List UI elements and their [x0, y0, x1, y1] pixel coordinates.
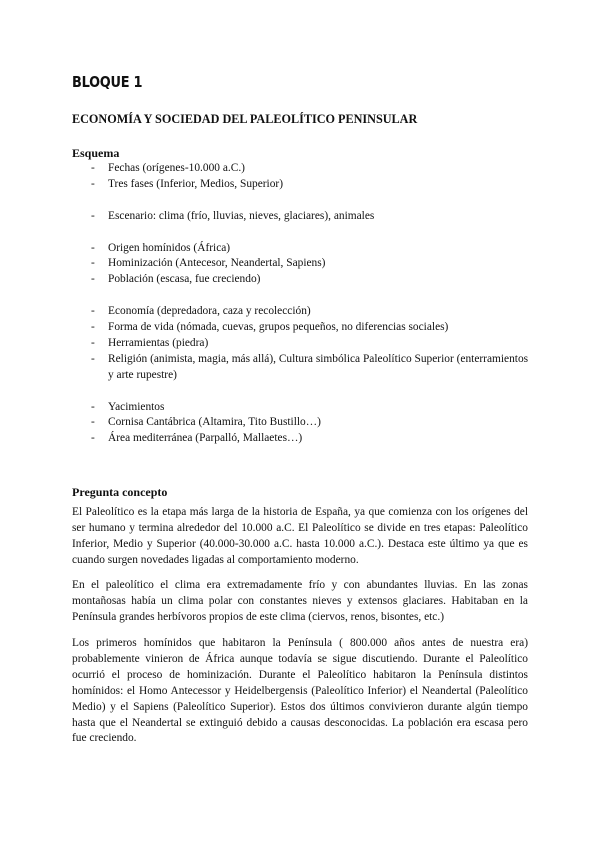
bullet-dash: - — [91, 162, 95, 174]
document-subtitle: ECONOMÍA Y SOCIEDAD DEL PALEOLÍTICO PENINSULAR — [72, 112, 418, 126]
outline-item — [72, 352, 532, 384]
outline-item-text: Tres fases (Inferior, Medios, Superior) — [108, 177, 284, 190]
outline-item — [72, 241, 532, 257]
outline-item-text: Religión (animista, magia, más allá), Cultura simbólica Paleolítico Superior (enterramientos y arte rupestre) — [108, 352, 529, 381]
paragraph-hominids: Los primeros homínidos que habitaron la Península ( 800.000 años antes de nuestra era) probablemente vinieron de África aunque todavía se sigue discutiendo. Durante el Paleolítico ocurrió el proceso de hominización. Durante el Paleolítico habitaron la Península distintos homínidos: el Homo Antecessor y Heidelbergensis (Paleolítico Inferior) el Neandertal (Paleolítico Medio) y el Sapiens (Paleolítico Superior). Estos dos últimos convivieron durante algún tiempo hasta que el Neandertal se extinguió debido a causas desconocidas. La población era escasa pero fue creciendo. — [72, 637, 528, 745]
outline-item — [72, 272, 532, 288]
outline-item — [72, 256, 532, 272]
bullet-dash: - — [91, 177, 95, 190]
block-title: BLOQUE 1 — [72, 73, 143, 91]
bullet-dash: - — [91, 416, 95, 429]
bullet-dash: - — [91, 432, 95, 445]
bullet-dash: - — [91, 336, 95, 349]
outline-list — [72, 161, 532, 447]
outline-item — [72, 400, 532, 416]
bullet-dash: - — [91, 241, 95, 254]
outline-item — [72, 431, 532, 447]
outline-item-text: Fechas (orígenes-10.000 a.C.) — [108, 162, 245, 174]
bullet-dash: - — [91, 352, 95, 365]
outline-spacer — [72, 288, 532, 304]
concept-heading: Pregunta concepto — [72, 485, 168, 499]
outline-item-text: Forma de vida (nómada, cuevas, grupos pequeños, no diferencias sociales) — [108, 321, 449, 334]
outline-item-text: Área mediterránea (Parpalló, Mallaetes…) — [108, 432, 303, 445]
outline-item — [72, 336, 532, 352]
outline-spacer — [72, 225, 532, 241]
outline-heading: Esquema — [72, 146, 120, 160]
outline-item-text: Economía (depredadora, caza y recolección) — [108, 305, 311, 318]
bullet-dash: - — [91, 321, 95, 334]
paragraph-intro: El Paleolítico es la etapa más larga de la historia de España, ya que comienza con los orígenes del ser humano y termina alrededor del 10.000 a.C. El Paleolítico se divide en tres etapas: Paleolítico Inferior, Medio y Superior (40.000-30.000 a.C. hasta 10.000 a.C.). Destaca este último ya que es cuando surgen novedades ligadas al comportamiento moderno. — [72, 506, 528, 566]
outline-spacer — [72, 193, 532, 209]
outline-item-text: Cornisa Cantábrica (Altamira, Tito Bustillo…) — [108, 416, 321, 429]
outline-item — [72, 415, 532, 431]
outline-item — [72, 177, 532, 193]
outline-item-text: Hominización (Antecesor, Neandertal, Sapiens) — [108, 257, 326, 270]
outline-item-text: Herramientas (piedra) — [108, 336, 209, 349]
bullet-dash: - — [91, 273, 95, 286]
outline-item-text: Población (escasa, fue creciendo) — [108, 273, 261, 286]
outline-item — [72, 161, 532, 177]
outline-item — [72, 320, 532, 336]
outline-item — [72, 209, 532, 225]
bullet-dash: - — [91, 305, 95, 318]
paragraph-climate: En el paleolítico el clima era extremadamente frío y con abundantes lluvias. En las zonas montañosas había un clima polar con constantes nieves y extensos glaciares. Habitaban en la Península grandes herbívoros propios de este clima (ciervos, renos, bisontes, etc.) — [72, 579, 528, 623]
bullet-dash: - — [91, 400, 95, 413]
outline-item-text: Escenario: clima (frío, lluvias, nieves, glaciares), animales — [108, 209, 375, 222]
bullet-dash: - — [91, 257, 95, 270]
outline-spacer — [72, 384, 532, 400]
outline-item-text: Origen homínidos (África) — [108, 241, 231, 254]
outline-item — [72, 304, 532, 320]
outline-item-text: Yacimientos — [108, 400, 165, 413]
bullet-dash: - — [91, 209, 95, 222]
